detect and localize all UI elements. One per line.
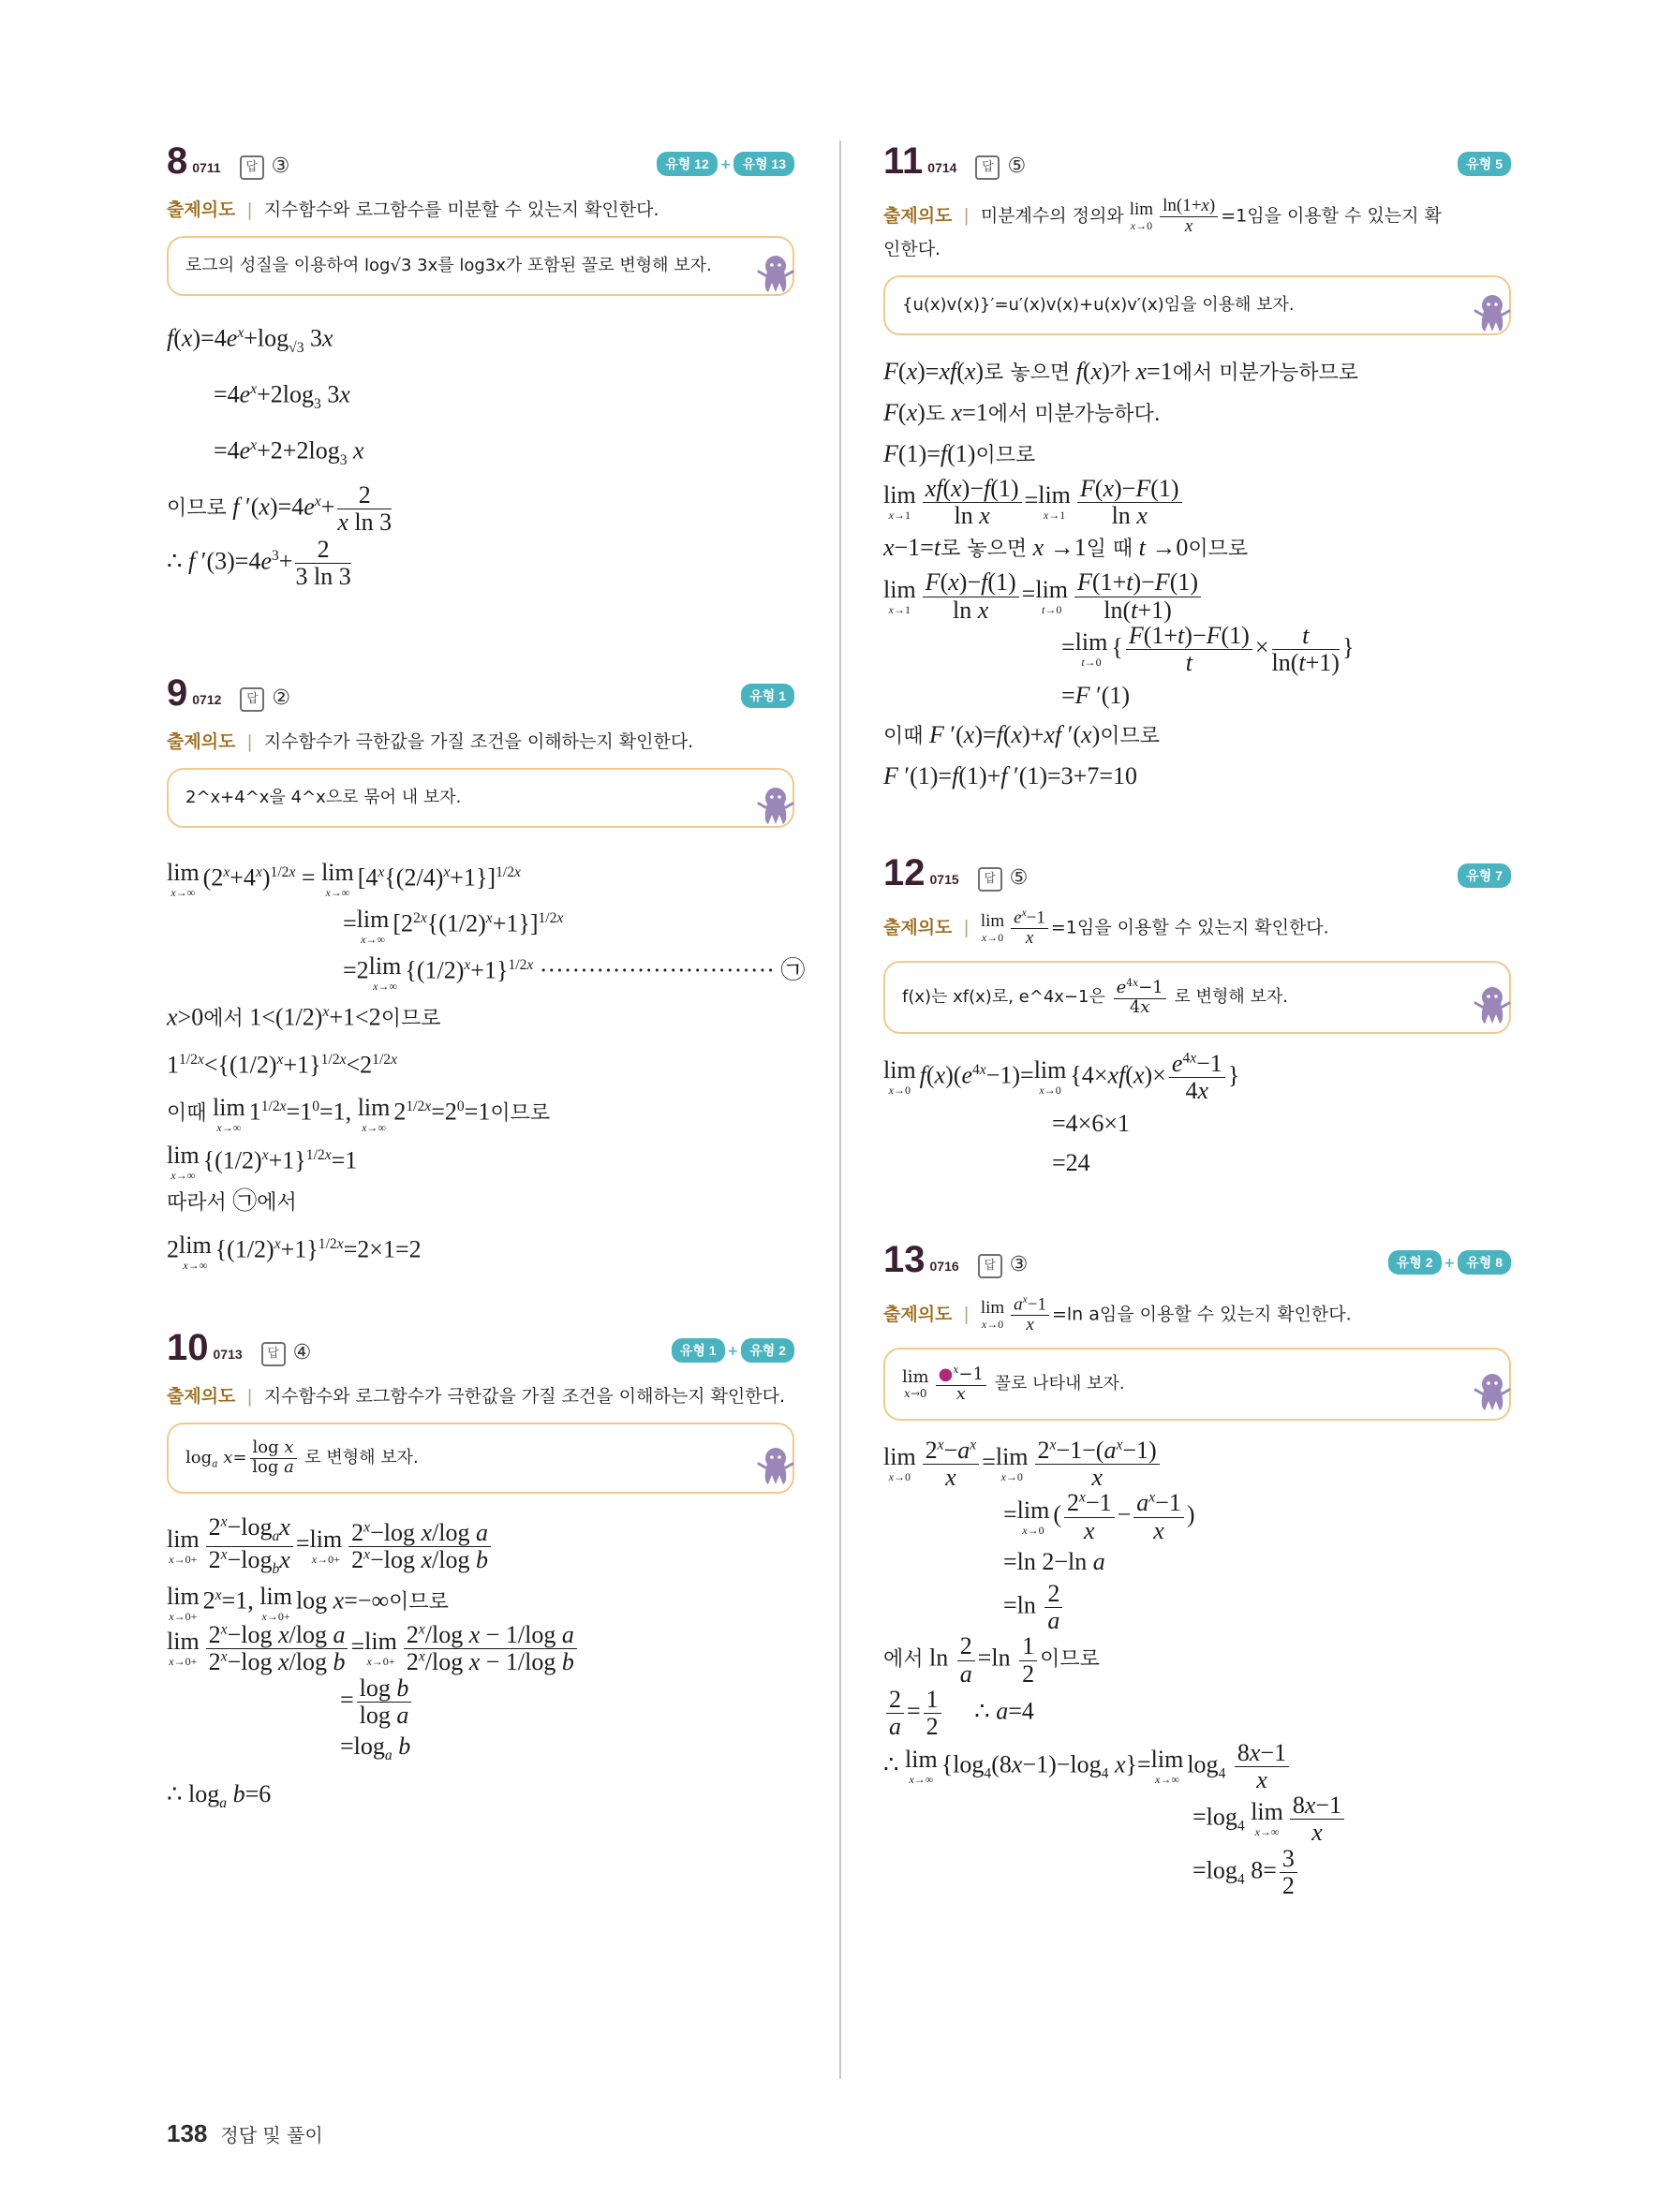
- hint-box: f(x)는 xf(x)로, e^4x−1은 $\frac{e^{4x}-1}{4x}$ 로 변형해 보자.: [883, 961, 1511, 1034]
- intent-text: =1임을 이용할 수 있는지 확인한다.: [1050, 917, 1329, 938]
- intent-line: 출제의도 | lim x→0 $\frac{e^x-1}{x}$ =1임을 이용할 수 있는지 확인한다.: [883, 907, 1329, 948]
- solution: $f(x)=4e^x+\log_{√3}$ 3x $=4e^x+2\log_3$ 3x $=4e^x+2+2\log_3$ x 이므로 f $'(x)=4e^x+$ $\frac{2}{\text{x ln 3}}$ ∴ f $'(3)=4e^3+$ $\frac{2}{3 \ln 3}$: [167, 324, 393, 591]
- answer-icon: 답: [240, 687, 264, 712]
- type-badges: [1458, 863, 1511, 888]
- left-column: [167, 140, 806, 1822]
- answer-icon: 답: [978, 1254, 1002, 1278]
- type-badges: [1458, 152, 1511, 176]
- intent-line: 출제의도 | 지수함수와 로그함수가 극한값을 가질 조건을 이해하는지 확인한다.: [167, 1385, 786, 1407]
- problem-11: [883, 140, 1511, 796]
- text: 이때: [167, 1101, 207, 1126]
- problem-header: [883, 1239, 1511, 1286]
- problem-code: 0711: [192, 160, 221, 175]
- type-badge: 유형 1: [741, 684, 794, 708]
- mascot-icon: [757, 1445, 794, 1486]
- problem-number: 13: [883, 1238, 926, 1280]
- problem-12: [883, 852, 1511, 1183]
- text: 이므로: [1100, 724, 1161, 748]
- intent-label: 출제의도: [883, 917, 953, 938]
- intent-line: 출제의도 | 지수함수와 로그함수를 미분할 수 있는지 확인한다.: [167, 199, 659, 220]
- problem-header: [883, 140, 1511, 187]
- text: 이므로: [490, 1101, 551, 1126]
- hint-box: [883, 275, 1511, 335]
- text: 이므로: [380, 1007, 441, 1031]
- problem-number: 11: [883, 140, 924, 182]
- answer-choice: ②: [272, 686, 291, 710]
- problem-code: 0716: [929, 1258, 959, 1274]
- intent-text: 미분계수의 정의와: [980, 205, 1124, 227]
- footer-label: 정답 및 풀이: [220, 2124, 323, 2146]
- answer-choice: ⑤: [1007, 155, 1027, 178]
- text: 에서: [883, 1647, 924, 1672]
- problem-13: [883, 1239, 1511, 1899]
- text: 도: [925, 402, 946, 426]
- intent-label: 출제의도: [167, 730, 236, 752]
- text: 이므로: [975, 443, 1036, 467]
- problem-header: [167, 140, 794, 187]
- hint-text: 로 변형해 보자.: [304, 1447, 419, 1467]
- type-badge: 유형 2: [741, 1338, 794, 1363]
- intent-label: 출제의도: [883, 1304, 953, 1325]
- text: 에서 미분가능하므로: [1172, 361, 1358, 385]
- right-column: [883, 140, 1511, 1898]
- problem-number: 8: [167, 140, 188, 182]
- hint-box: $\log_a x=$ $\frac{\text{log x}}{\text{log a}}$ 로 변형해 보자.: [167, 1423, 794, 1494]
- problem-number: 10: [167, 1326, 209, 1368]
- intent-text: =1임을 이용할 수 있는지 확: [1221, 205, 1442, 227]
- answer-choice: ④: [292, 1340, 312, 1364]
- text: 에서: [257, 1191, 297, 1216]
- hint-box: [167, 236, 794, 296]
- solution: lim x→0 $f(x)(e^{4x}-1)=$ lim x→0 {4×xf(x)× $\frac{e^{4x}-1}{4x}$ } =4×6×1 =24: [883, 1050, 1240, 1176]
- hint-box: [167, 768, 794, 828]
- hint-text: 꼴로 나타내 보자.: [994, 1373, 1125, 1394]
- problem-code: 0712: [192, 691, 222, 707]
- answer-icon: 답: [261, 1342, 286, 1366]
- answer-icon: 답: [978, 867, 1002, 892]
- mascot-icon: [757, 785, 794, 826]
- type-badges: 유형 12 + 유형 13: [657, 152, 794, 176]
- text: 이때: [883, 724, 924, 748]
- problem-code: 0713: [213, 1346, 243, 1362]
- type-badges: 유형 2 + 유형 8: [1388, 1250, 1511, 1275]
- problem-header: [167, 672, 794, 719]
- hint-box: lim x→0 $\frac{●^x-1}{x}$ 꼴로 나타내 보자.: [883, 1348, 1511, 1421]
- hint-text: {u(x)v(x)}′=u′(x)v(x)+u(x)v′(x)임을 이용해 보자.: [902, 294, 1295, 315]
- text: 이므로: [1040, 1647, 1100, 1672]
- solution: F(x)=xf(x)로 놓으면 f(x)가 x=1에서 미분가능하므로 F(x)도 x=1에서 미분가능하다. F(1)=f(1)이므로 lim x→1 $\frac{xf(x)-f(1)}{\text{ln x}}$ = lim x→1 $\frac{F(x)-F(1)}{\text{ln x}}$ x−1=t로 놓으면 x →1일 때 t →0이므로 lim x→1 $\frac{F(x)-f(1)}{\text{ln x}}$ = lim t→0 $\frac{F(1+t)-F(1)}{\ln(t+1)}$ = lim t→0 { $\frac{F(1+t)-F(1)}{t}$ × $\frac{t}{\ln(t+1)}$ } =F ′(1) 이때 F ′(x)=f(x)+xf ′(x)이므로 F ′(1)=f(1)+f ′(1)=3+7=10: [883, 357, 1358, 789]
- problem-header: [883, 852, 1511, 899]
- problem-number: 9: [167, 671, 188, 714]
- problem-number: 12: [883, 851, 926, 893]
- type-badge: 유형 5: [1458, 152, 1511, 176]
- text: 에서: [203, 1007, 244, 1031]
- type-badge: 유형 7: [1458, 863, 1511, 888]
- type-badge: 유형 1: [672, 1338, 725, 1363]
- mascot-icon: [757, 253, 794, 294]
- intent-text: 지수함수가 극한값을 가질 조건을 이해하는지 확인한다.: [263, 730, 694, 752]
- intent-text: 지수함수와 로그함수가 극한값을 가질 조건을 이해하는지 확인한다.: [263, 1385, 786, 1407]
- solution: lim x→0+ $\frac{2^x-\log_ax}{2^x-\log_bx}$ = lim x→0+ $\frac{2^x-\log x/\log a}{2^x-\log x/\log b}$ lim x→0+ $2^x=1$, lim x→0+ log x=−∞이므로 lim x→0+ $\frac{2^x-\log x/\log a}{2^x-\log x/\log b}$ = lim x→0+ $\frac{2^x/\log x - 1/\log a}{2^x/\log x - 1/\log b}$ = $\frac{\text{log b}}{\text{log a}}$ $=\log_a$ b ∴ $\log_a b=6$: [167, 1514, 794, 1821]
- answer-choice: ③: [1009, 1252, 1029, 1276]
- hint-text: 로 변형해 보자.: [1174, 986, 1288, 1007]
- mascot-icon: [1474, 1371, 1511, 1412]
- type-badge: 유형 13: [733, 152, 794, 176]
- type-badge: 유형 2: [1388, 1250, 1442, 1275]
- solution: lim x→∞ $(2^x+4^x)^{1/2x}$ = lim x→∞ $[4^x\{(2/4)^x+1\}]^{1/2x}$ = lim x→∞ $[2^{2x}\{(1/2)^x+1\}]^{1/2x}$ =2 lim x→∞ $\{(1/2)^x+1\}^{1/2x}$ ····························· ㉠ x>0에서 $1<(1/2)^x+1<2$이므로 $1^{1/2x}<\{(1/2)^x+1\}^{1/2x}<2^{1/2x}$ 이때 lim x→∞ $1^{1/2x}=1^0=1$, lim x→∞ $2^{1/2x}=2^0=1$이므로 lim x→∞ $\{(1/2)^x+1\}^{1/2x}=1$ 따라서 ㉠에서 2 lim x→∞ $\{(1/2)^x+1\}^{1/2x}=2\times 1=2$: [167, 859, 806, 1272]
- answer-choice: ③: [271, 155, 290, 178]
- type-badges: [741, 684, 794, 708]
- answer-choice: ⑤: [1009, 865, 1029, 890]
- text: 에서 미분가능하다.: [987, 402, 1161, 426]
- intent-label: 출제의도: [167, 1385, 236, 1407]
- problem-10: [167, 1327, 794, 1822]
- type-badges: 유형 1 + 유형 2: [672, 1338, 794, 1363]
- column-divider: [839, 140, 841, 2079]
- text: 따라서: [167, 1191, 227, 1216]
- intent-text: 지수함수와 로그함수를 미분할 수 있는지 확인한다.: [263, 199, 659, 220]
- problem-header: [167, 1327, 794, 1374]
- intent-line: 출제의도 | lim x→0 $\frac{a^x-1}{x}$ =ln a임을 이용할 수 있는지 확인한다.: [883, 1293, 1352, 1335]
- type-badge: 유형 8: [1458, 1250, 1511, 1275]
- intent-text: 인한다.: [883, 238, 941, 259]
- mascot-icon: [1474, 984, 1511, 1025]
- text: 로 놓으면: [984, 361, 1071, 385]
- text: 이므로: [167, 496, 227, 521]
- answer-icon: 답: [975, 155, 1000, 180]
- problem-code: 0715: [929, 871, 959, 887]
- text: 가: [1109, 361, 1130, 385]
- hint-text: 2^x+4^x을 4^x으로 묶어 내 보자.: [185, 787, 462, 807]
- page-footer: [167, 2119, 323, 2148]
- type-badge: 유형 12: [657, 152, 718, 176]
- problem-code: 0714: [927, 160, 957, 175]
- problem-9: [167, 671, 806, 1272]
- intent-line: 출제의도 | 미분계수의 정의와 lim x→0 $\frac{\ln(1+x)}{x}$ =1임을 이용할 수 있는지 확 인한다.: [883, 196, 1442, 259]
- solution: lim x→0 $\frac{2^x-a^x}{x}$ = lim x→0 $\frac{2^x-1-(a^x-1)}{x}$ = lim x→0 ( $\frac{2^x-1}{x}$ − $\frac{a^x-1}{x}$ ) =ln 2−ln a =ln $\frac{2}{a}$ 에서 ln $\frac{2}{a}$ =ln $\frac{1}{2}$ 이므로 $\frac{2}{a}$ = $\frac{1}{2}$ ∴ a=4 ∴ lim x→∞ {$\log_4(8x-1)-\log_4$ x}= lim x→∞ $\log_4$ $\frac{8x-1}{x}$ $=\log_4$ lim x→∞ $\frac{8x-1}{x}$ $=\log_4$ 8= $\frac{3}{2}$: [883, 1438, 1511, 1899]
- intent-text: =ln a임을 이용할 수 있는지 확인한다.: [1051, 1304, 1352, 1325]
- intent-label: 출제의도: [883, 205, 953, 227]
- problem-8: [167, 140, 794, 590]
- intent-label: 출제의도: [167, 199, 236, 220]
- hint-text: 로그의 성질을 이용하여 log√3 3x를 log3x가 포함된 꼴로 변형해 보자.: [185, 256, 712, 275]
- text: 로 놓으면: [941, 538, 1028, 562]
- text: 일 때: [1086, 538, 1133, 562]
- page-number: 138: [167, 2119, 208, 2147]
- text: 이므로: [389, 1591, 449, 1615]
- answer-icon: 답: [240, 155, 264, 180]
- intent-line: 출제의도 | 지수함수가 극한값을 가질 조건을 이해하는지 확인한다.: [167, 730, 694, 752]
- hint-text: f(x)는 xf(x)로, e^4x−1은: [902, 986, 1105, 1007]
- text: 이므로: [1188, 538, 1249, 562]
- mascot-icon: [1474, 292, 1511, 333]
